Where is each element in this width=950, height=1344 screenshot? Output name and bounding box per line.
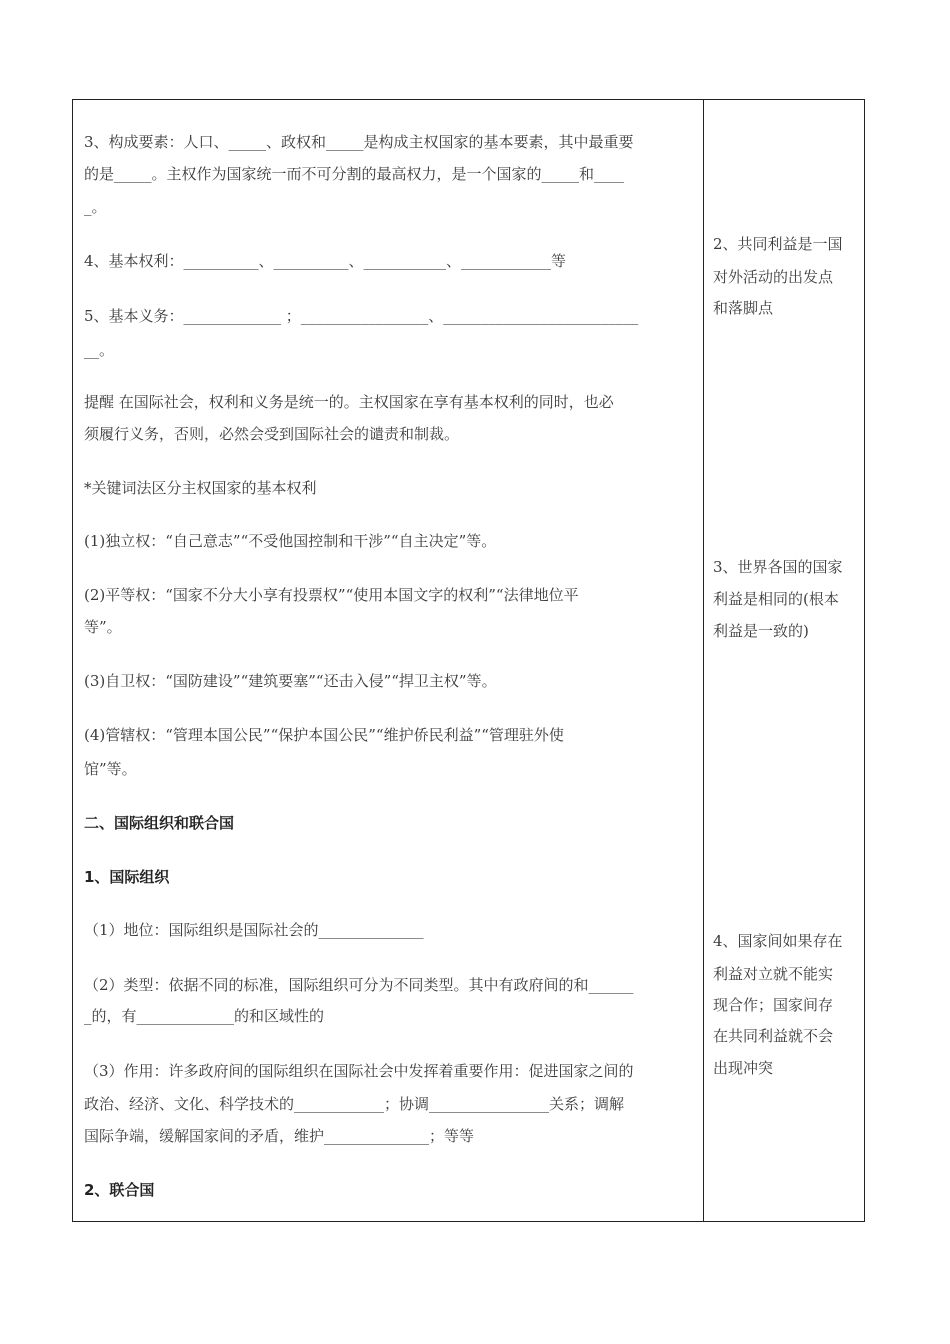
text-line: 5、基本义务：_____________ ；_________________、__________________________ <box>84 307 639 325</box>
section-heading: 二、国际组织和联合国 <box>84 814 235 832</box>
text-line: _。 <box>84 198 107 216</box>
text-line: (1)独立权：“自己意志”“不受他国控制和干涉”“自主决定”等。 <box>84 532 497 550</box>
side-note-line: 对外活动的出发点 <box>713 268 834 286</box>
text-line: (3)自卫权：“国防建设”“建筑要塞”“还击入侵”“捍卫主权”等。 <box>84 672 497 690</box>
text-line: 的是_____。主权作为国家统一而不可分割的最高权力，是一个国家的_____和____ <box>84 165 625 183</box>
side-note-line: 2、共同利益是一国 <box>713 235 843 253</box>
text-line: （2）类型：依据不同的标准，国际组织可分为不同类型。其中有政府间的和______ <box>84 976 634 994</box>
side-note-line: 和落脚点 <box>713 299 774 317</box>
text-line: 政治、经济、文化、科学技术的____________；协调________________关系；调解 <box>84 1095 625 1113</box>
side-note-line: 出现冲突 <box>713 1059 774 1077</box>
text-line: 等”。 <box>84 618 122 636</box>
text-line: (4)管辖权：“管理本国公民”“保护本国公民”“维护侨民利益”“管理驻外使 <box>84 726 564 744</box>
text-line: (2)平等权：“国家不分大小享有投票权”“使用本国文字的权利”“法律地位平 <box>84 586 579 604</box>
text-line: 3、构成要素：人口、_____、政权和_____是构成主权国家的基本要素，其中最重要 <box>84 133 634 151</box>
side-note-line: 利益对立就不能实 <box>713 965 834 983</box>
side-note-line: 利益是相同的(根本 <box>713 590 839 608</box>
text-line: 馆”等。 <box>84 760 137 778</box>
text-line: 须履行义务，否则，必然会受到国际社会的谴责和制裁。 <box>84 425 460 443</box>
side-note-line: 现合作；国家间存 <box>713 996 834 1014</box>
text-line: _的，有_____________的和区域性的 <box>84 1007 325 1025</box>
side-note-line: 3、世界各国的国家 <box>713 558 843 576</box>
side-note-line: 利益是一致的) <box>713 622 809 640</box>
text-line: __。 <box>84 341 115 359</box>
text-line: 国际争端，缓解国家间的矛盾，维护______________；等等 <box>84 1127 475 1145</box>
column-divider <box>703 99 704 1222</box>
side-note-line: 在共同利益就不会 <box>713 1027 834 1045</box>
text-line: （3）作用：许多政府间的国际组织在国际社会中发挥着重要作用：促进国家之间的 <box>84 1062 634 1080</box>
subsection-heading: 1、国际组织 <box>84 868 170 886</box>
side-note-line: 4、国家间如果存在 <box>713 932 843 950</box>
text-line: 4、基本权利：__________、__________、___________、____________等 <box>84 252 567 270</box>
text-line: 提醒 在国际社会，权利和义务是统一的。主权国家在享有基本权利的同时，也必 <box>84 393 614 411</box>
text-line: （1）地位：国际组织是国际社会的______________ <box>84 921 424 939</box>
text-line: *关键词法区分主权国家的基本权利 <box>84 479 317 497</box>
subsection-heading: 2、联合国 <box>84 1181 155 1199</box>
